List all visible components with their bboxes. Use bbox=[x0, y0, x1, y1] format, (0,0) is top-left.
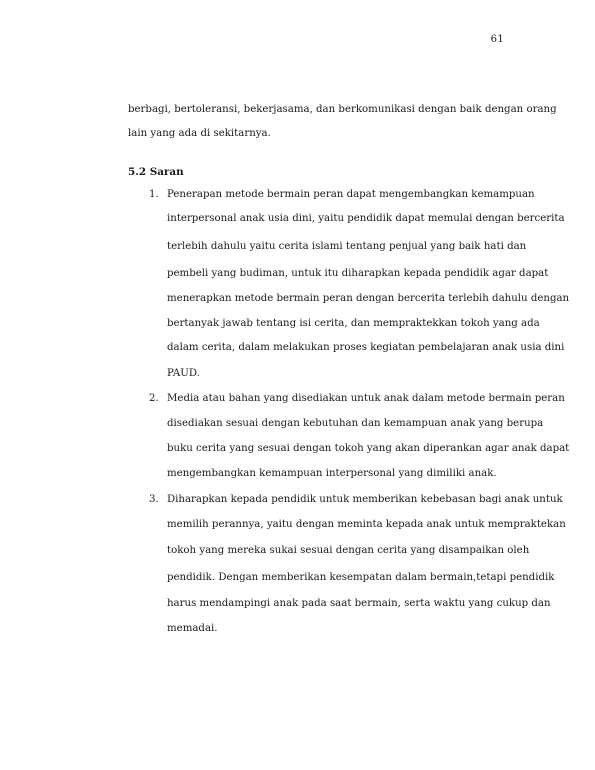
page-number: 61 bbox=[490, 34, 504, 45]
section-heading: 5.2 Saran bbox=[128, 166, 184, 178]
list-item-line: Media atau bahan yang disediakan untuk anak dalam metode bermain peran bbox=[167, 393, 565, 404]
intro-line-2: lain yang ada di sekitarnya. bbox=[128, 128, 271, 139]
list-item-line: terlebih dahulu yaitu cerita islami tentang penjual yang baik hati dan bbox=[167, 241, 527, 252]
list-item-line: pembeli yang budiman, untuk itu diharapkan kepada pendidik agar dapat bbox=[167, 268, 549, 279]
intro-line-1: berbagi, bertoleransi, bekerjasama, dan berkomunikasi dengan baik dengan orang bbox=[128, 104, 557, 115]
list-item-line: PAUD. bbox=[167, 368, 200, 379]
list-item-number-3: 3. bbox=[149, 494, 159, 505]
list-item-number-2: 2. bbox=[149, 393, 159, 404]
list-item-line: buku cerita yang sesuai dengan tokoh yang akan diperankan agar anak dapat bbox=[167, 443, 570, 454]
list-item-line: Diharapkan kepada pendidik untuk memberikan kebebasan bagi anak untuk bbox=[167, 494, 563, 505]
list-item-line: harus mendampingi anak pada saat bermain, serta waktu yang cukup dan bbox=[167, 598, 551, 609]
list-item-line: dalam cerita, dalam melakukan proses kegiatan pembelajaran anak usia dini bbox=[167, 342, 565, 353]
list-item-line: tokoh yang mereka sukai sesuai dengan cerita yang disampaikan oleh bbox=[167, 545, 530, 556]
list-item-number-1: 1. bbox=[149, 189, 159, 200]
list-item-line: bertanyak jawab tentang isi cerita, dan mempraktekkan tokoh yang ada bbox=[167, 318, 540, 329]
list-item-line: menerapkan metode bermain peran dengan bercerita terlebih dahulu dengan bbox=[167, 293, 570, 304]
list-item-line: memilih perannya, yaitu dengan meminta kepada anak untuk mempraktekan bbox=[167, 519, 566, 530]
list-item-line: disediakan sesuai dengan kebutuhan dan kemampuan anak yang berupa bbox=[167, 418, 544, 429]
list-item-line: memadai. bbox=[167, 623, 218, 634]
list-item-line: Penerapan metode bermain peran dapat mengembangkan kemampuan bbox=[167, 189, 535, 200]
list-item-line: interpersonal anak usia dini, yaitu pendidik dapat memulai dengan bercerita bbox=[167, 213, 565, 224]
list-item-line: pendidik. Dengan memberikan kesempatan dalam bermain,tetapi pendidik bbox=[167, 572, 555, 583]
list-item-line: mengembangkan kemampuan interpersonal yang dimiliki anak. bbox=[167, 468, 497, 479]
